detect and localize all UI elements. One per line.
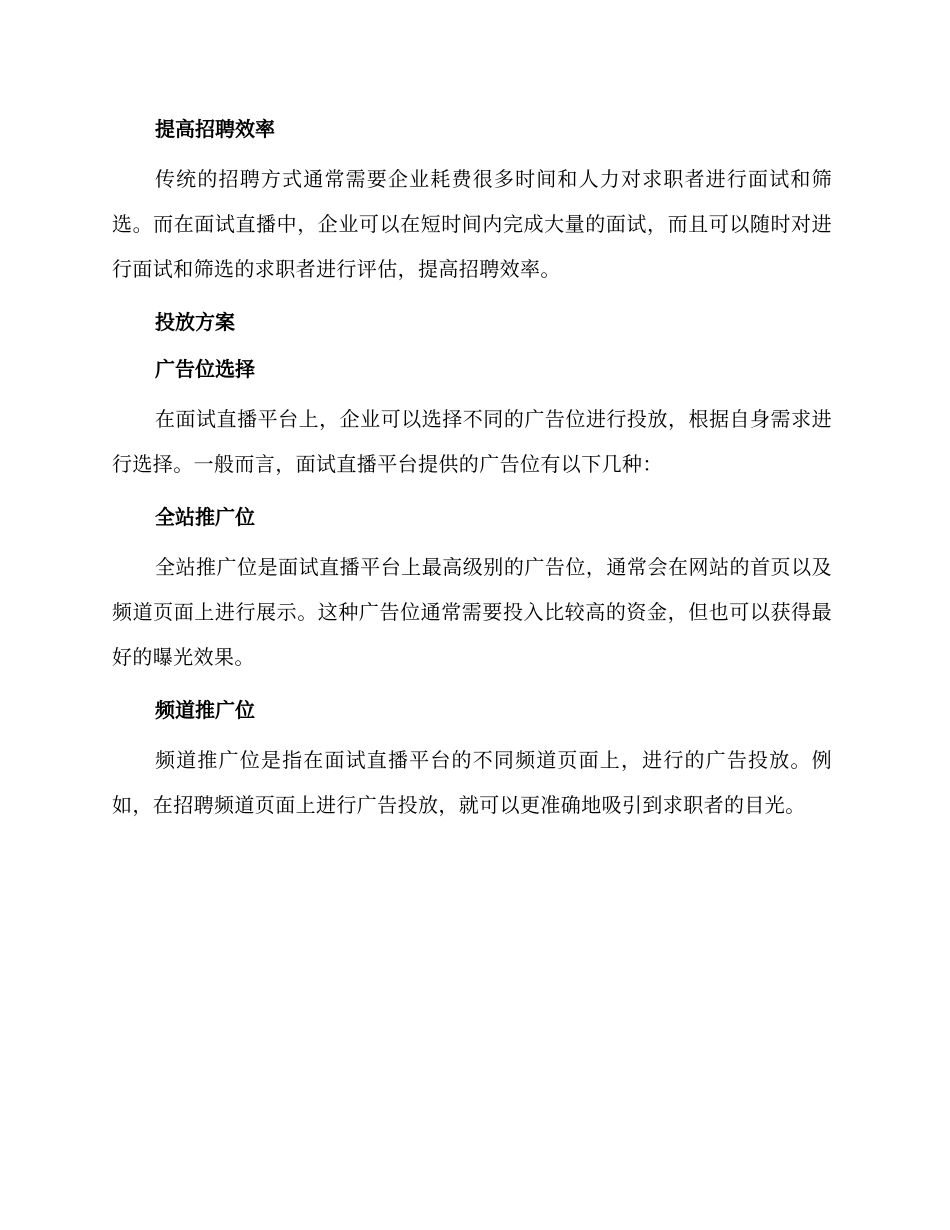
- paragraph-recruit-efficiency: 传统的招聘方式通常需要企业耗费很多时间和人力对求职者进行面试和筛选。而在面试直播中，企业可以在短时间内完成大量的面试，而且可以随时对进行面试和筛选的求职者进行评估，提高招聘效率。: [112, 167, 832, 281]
- section-heading-placement-plan: 投放方案: [155, 310, 235, 334]
- section-heading-sitewide-slot: 全站推广位: [155, 505, 255, 529]
- section-heading-ad-slot-selection: 广告位选择: [155, 357, 255, 381]
- paragraph-sitewide-slot: 全站推广位是面试直播平台上最高级别的广告位，通常会在网站的首页以及频道页面上进行展示。这种广告位通常需要投入比较高的资金，但也可以获得最好的曝光效果。: [112, 555, 832, 669]
- section-heading-channel-slot: 频道推广位: [155, 698, 255, 722]
- paragraph-channel-slot: 频道推广位是指在面试直播平台的不同频道页面上，进行的广告投放。例如，在招聘频道页面上进行广告投放，就可以更准确地吸引到求职者的目光。: [112, 748, 832, 817]
- paragraph-ad-slot-selection: 在面试直播平台上，企业可以选择不同的广告位进行投放，根据自身需求进行选择。一般而言，面试直播平台提供的广告位有以下几种：: [112, 407, 832, 476]
- document-page: [112, 112, 832, 828]
- section-heading-recruit-efficiency: 提高招聘效率: [155, 117, 275, 141]
